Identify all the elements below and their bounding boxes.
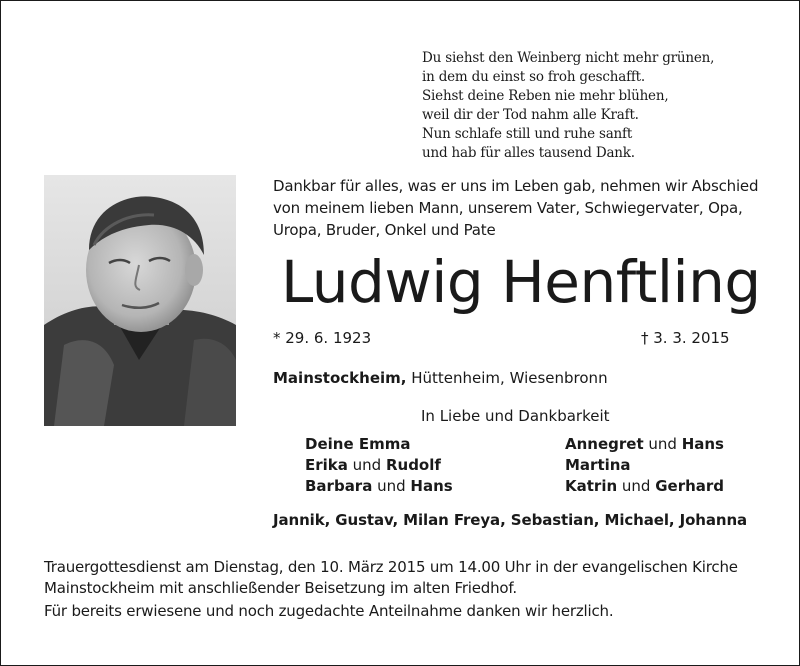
poem-line: Nun schlafe still und ruhe sanft — [422, 126, 633, 142]
mourner-sep: und — [617, 477, 656, 495]
other-places: Hüttenheim, Wiesenbronn — [406, 369, 608, 387]
grandchildren-line: Jannik, Gustav, Milan Freya, Sebastian, Michael, Johanna — [273, 511, 748, 529]
poem-line: und hab für alles tausend Dank. — [422, 145, 635, 161]
mourner-name: Erika — [305, 456, 348, 474]
farewell-intro — [273, 175, 773, 241]
birth-date: * 29. 6. 1923 — [273, 329, 372, 347]
mourners-left — [305, 434, 453, 497]
main-place: Mainstockheim, — [273, 369, 407, 387]
intro-line: Dankbar für alles, was er uns im Leben gab, nehmen wir Abschied — [273, 177, 759, 195]
mourner-name: Annegret — [565, 435, 644, 453]
love-line: In Liebe und Dankbarkeit — [421, 407, 610, 425]
service-info — [44, 557, 784, 599]
mourner-row — [305, 476, 453, 497]
mourner-name: Hans — [681, 435, 724, 453]
mourner-sep: und — [643, 435, 682, 453]
intro-line: Uropa, Bruder, Onkel und Pate — [273, 221, 496, 239]
thanks-line: Für bereits erwiesene und noch zugedachte Anteilnahme danken wir herzlich. — [44, 602, 614, 620]
mourner-name: Rudolf — [385, 456, 441, 474]
mourner-sep: und — [347, 456, 386, 474]
death-date: † 3. 3. 2015 — [641, 329, 730, 347]
intro-line: von meinem lieben Mann, unserem Vater, Schwiegervater, Opa, — [273, 199, 743, 217]
memorial-poem — [422, 49, 714, 163]
mourner-name: Martina — [565, 456, 631, 474]
mourner-row — [565, 455, 724, 476]
mourner-row — [305, 455, 453, 476]
mourner-name: Deine Emma — [305, 435, 411, 453]
service-line: Mainstockheim mit anschließender Beisetzung im alten Friedhof. — [44, 579, 517, 597]
places-line — [273, 369, 608, 387]
mourners-right — [565, 434, 724, 497]
poem-line: Du siehst den Weinberg nicht mehr grünen, — [422, 50, 715, 66]
service-line: Trauergottesdienst am Dienstag, den 10. März 2015 um 14.00 Uhr in der evangelischen Kirche — [44, 558, 738, 576]
mourner-row — [565, 476, 724, 497]
poem-line: in dem du einst so froh geschafft. — [422, 69, 645, 85]
mourner-name: Hans — [410, 477, 453, 495]
mourner-row — [305, 434, 453, 455]
deceased-name: Ludwig Henftling — [281, 248, 761, 316]
portrait-photo — [44, 175, 236, 426]
mourner-name: Katrin — [565, 477, 618, 495]
mourner-row — [565, 434, 724, 455]
mourner-name: Barbara — [305, 477, 373, 495]
mourner-name: Gerhard — [655, 477, 725, 495]
poem-line: Siehst deine Reben nie mehr blühen, — [422, 88, 669, 104]
mourner-sep: und — [372, 477, 411, 495]
portrait-image — [44, 175, 236, 426]
poem-line: weil dir der Tod nahm alle Kraft. — [422, 107, 639, 123]
